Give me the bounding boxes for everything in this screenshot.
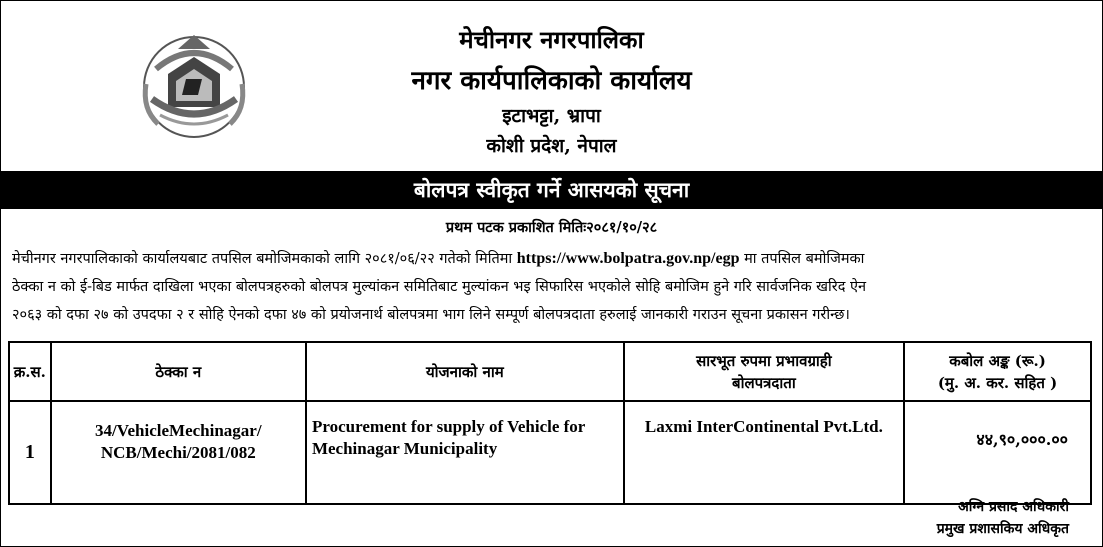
office-province: कोशी प्रदेश, नेपाल <box>486 135 617 157</box>
header-contract: ठेक्का न <box>51 342 306 401</box>
header-amount <box>904 342 1091 401</box>
table-header-row <box>9 342 1091 401</box>
cell-contract-line1: 34/VehicleMechinagar/ <box>95 421 262 440</box>
header-bidder-line2: बोलपत्रदाता <box>732 373 796 392</box>
signatory-designation: प्रमुख प्रशासकिय अधिकृत <box>936 521 1069 537</box>
header-amount-line1: कबोल अङ्क (रू.) <box>949 351 1046 370</box>
municipality-name: मेचीनगर नगरपालिका <box>459 25 644 54</box>
header-bidder-line1: सारभूत रुपमा प्रभावग्राही <box>696 351 832 370</box>
cell-contract-line2: NCB/Mechi/2081/082 <box>100 443 256 462</box>
body-line-1-end: मा तपसिल बमोजिमका <box>739 251 865 267</box>
header-project: योजनाको नाम <box>306 342 624 401</box>
body-line-3: २०६३ को दफा २७ को उपदफा २ र सोहि ऐनको दफा ४७ को प्रयोजनार्थ बोलपत्रमा भाग लिने सम्पूर्ण बोलपत्रदाता हरुलाई जानकारी गराउन सूचना प्रकासन गरीन्छ। <box>12 307 850 323</box>
cell-project <box>306 401 624 504</box>
cell-project-line1: Procurement for supply of Vehicle for <box>311 417 586 436</box>
cell-sn: 1 <box>9 401 51 504</box>
header-sn: क्र.स. <box>9 342 51 401</box>
egp-url[interactable]: https://www.bolpatra.gov.np/egp <box>516 250 740 267</box>
notice-title-bar: बोलपत्र स्वीकृत गर्ने आसयको सूचना <box>1 171 1102 209</box>
notice-body <box>12 245 1092 329</box>
cell-amount: ४४,९०,०००.०० <box>904 401 1091 504</box>
body-line-2: ठेक्का न को ई-बिड मार्फत दाखिला भएका बोलपत्रहरुको बोलपत्र मुल्यांकन समितिबाट मुल्यांकन भइ सिफारिस भएकोले सोहि बमोजिम हुने गरि सार्वजनिक खरिद ऐन <box>12 279 867 295</box>
body-line-1-text: मेचीनगर नगरपालिकाको कार्यालयबाट तपसिल बमोजिमकाको लागि २०८१/०६/२२ गतेको मितिमा <box>12 251 517 267</box>
header-bidder <box>624 342 904 401</box>
table-row <box>9 401 1091 504</box>
signatory-name: अग्नि प्रसाद अधिकारी <box>958 499 1069 515</box>
cell-project-line2: Mechinagar Municipality <box>311 439 498 458</box>
header-amount-line2: (मु. अ. कर. सहित ) <box>937 373 1058 392</box>
signature-block <box>937 496 1069 540</box>
award-table <box>8 341 1092 505</box>
cell-bidder: Laxmi InterContinental Pvt.Ltd. <box>624 401 904 504</box>
office-address: इटाभट्टा, भ्रापा <box>502 105 601 127</box>
body-line-1 <box>12 245 1092 273</box>
notice-header <box>1 1 1102 171</box>
cell-contract <box>51 401 306 504</box>
office-title: नगर कार्यपालिकाको कार्यालय <box>411 66 692 96</box>
published-date: प्रथम पटक प्रकाशित मितिः२०८१/१०/२८ <box>445 219 658 236</box>
